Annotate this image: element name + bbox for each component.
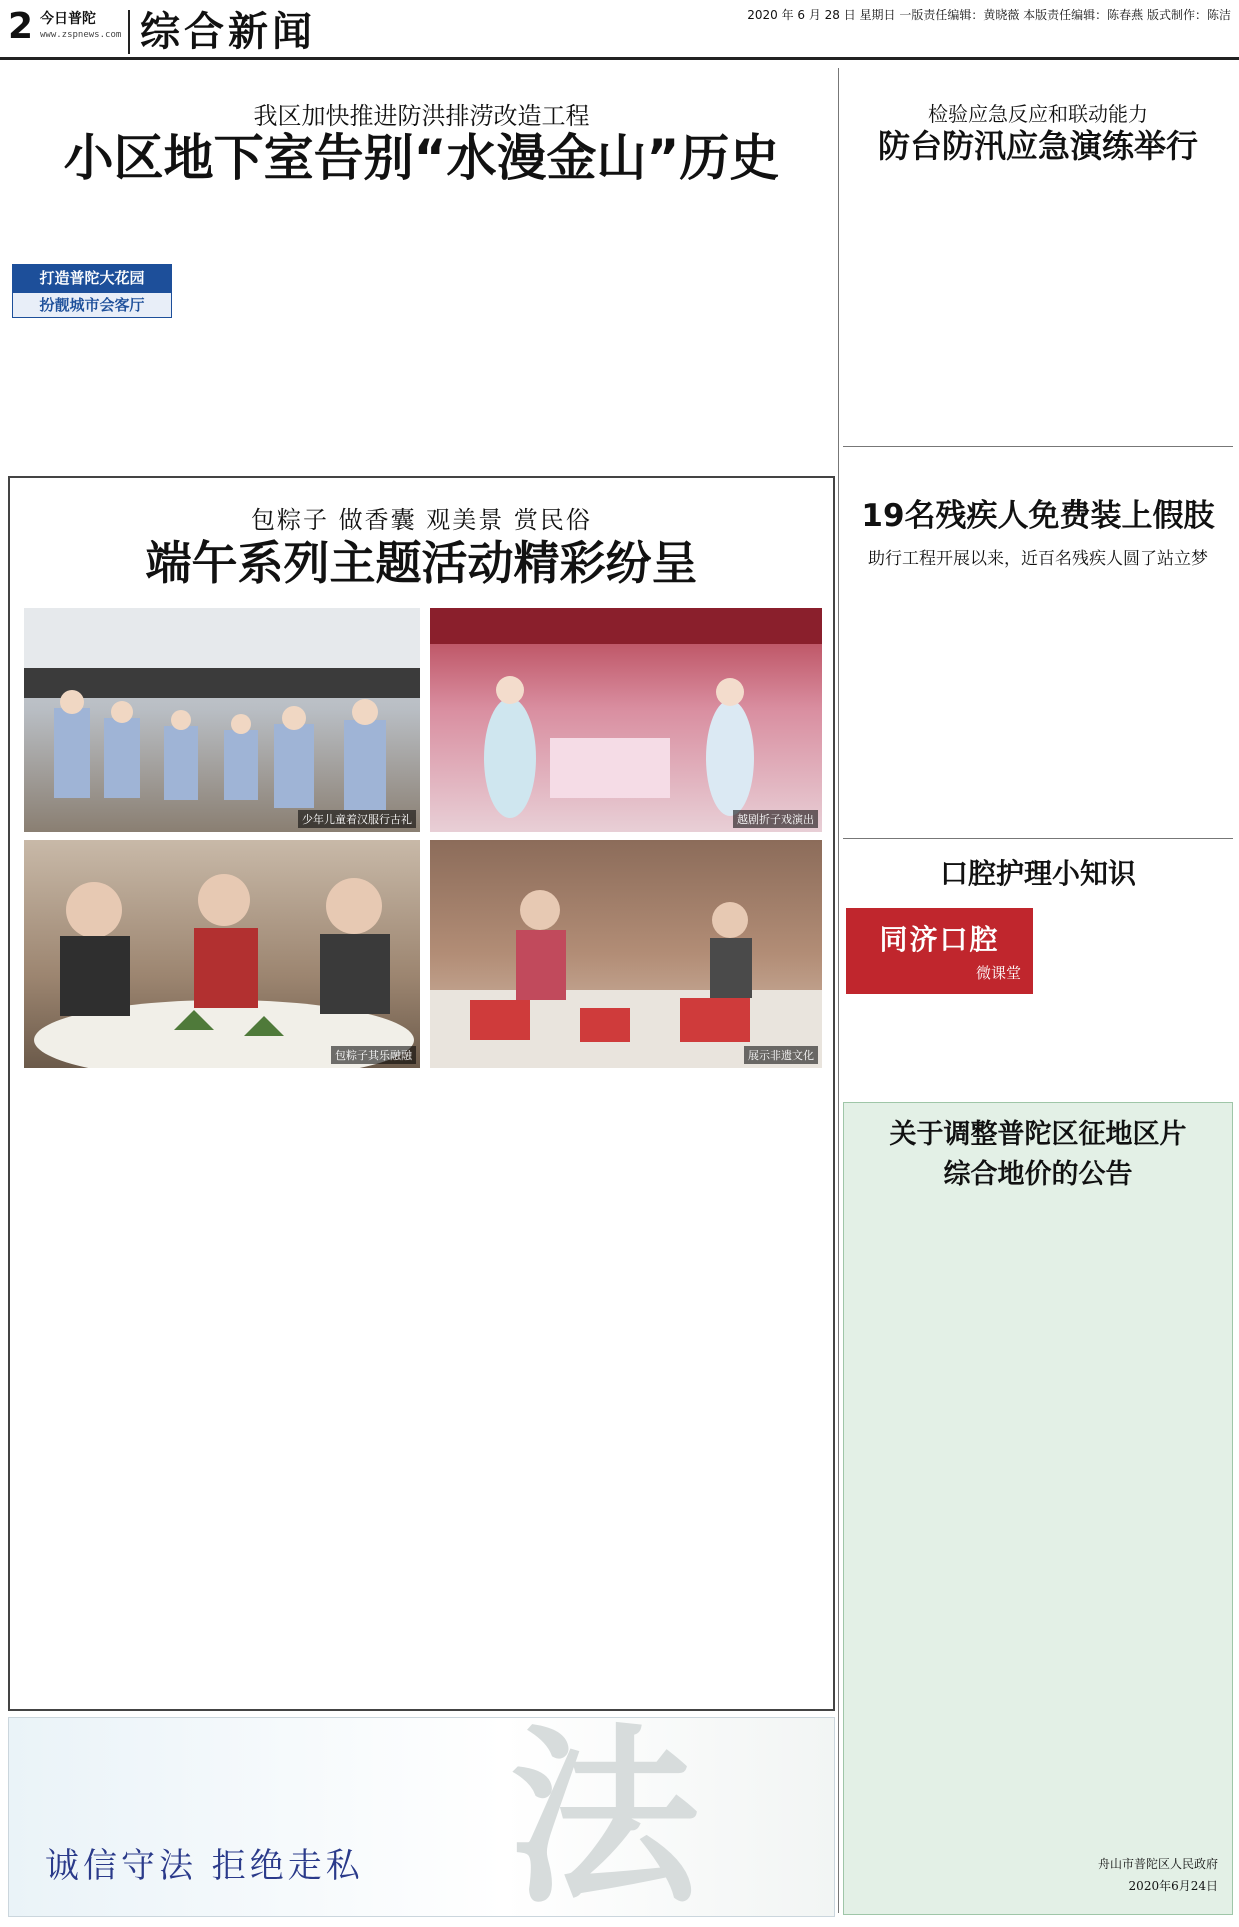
drill-kicker: 检验应急反应和联动能力 bbox=[928, 102, 1148, 126]
photo-caption: 少年儿童着汉服行古礼 bbox=[298, 810, 416, 828]
flood-headline: 小区地下室告别“水漫金山”历史 bbox=[63, 129, 780, 187]
notice-date: 2020年6月24日 bbox=[1128, 1879, 1218, 1893]
prosthetics-subdeck: 助行工程开展以来，近百名残疾人圆了站立梦 bbox=[868, 549, 1208, 569]
prosthetics-body-col-2 bbox=[1043, 580, 1233, 830]
notice-body-col-2 bbox=[1042, 1207, 1224, 1837]
photo-caption: 包粽子其乐融融 bbox=[331, 1046, 416, 1064]
column-divider bbox=[838, 68, 839, 1913]
notice-issuer: 舟山市普陀区人民政府 bbox=[1097, 1857, 1218, 1871]
notice-headline-line2: 综合地价的公告 bbox=[943, 1159, 1133, 1190]
photo-intangible-heritage bbox=[430, 840, 822, 1068]
dragon-kicker: 包粽子 做香囊 观美景 赏民俗 bbox=[251, 506, 592, 534]
photo-caption: 越剧折子戏演出 bbox=[733, 810, 818, 828]
dragon-feature bbox=[8, 476, 835, 1711]
section-title: 综合新闻 bbox=[128, 10, 316, 54]
notice-headline-line1: 关于调整普陀区征地区片 bbox=[889, 1119, 1187, 1150]
flood-kicker: 我区加快推进防洪排涝改造工程 bbox=[253, 102, 590, 130]
flood-body-col-4 bbox=[522, 262, 672, 470]
photo-hanfu-children bbox=[24, 608, 420, 832]
land-price-notice bbox=[843, 1102, 1233, 1915]
paper-url: www.zspnews.com bbox=[40, 30, 122, 40]
photo-zongzi-art bbox=[24, 840, 420, 1068]
photo-yue-opera bbox=[430, 608, 822, 832]
photo-caption: 展示非遗文化 bbox=[744, 1046, 818, 1064]
dental-column-logo bbox=[846, 908, 1033, 994]
paper-name: 今日普陀 bbox=[40, 11, 96, 27]
prosthetics-body-col-1 bbox=[846, 580, 1036, 830]
flood-body-col-2 bbox=[182, 262, 342, 470]
dragon-headline: 端午系列主题活动精彩纷呈 bbox=[145, 536, 698, 590]
flood-body-col-1 bbox=[12, 326, 172, 466]
flood-sidebar-line2: 扮靓城市会客厅 bbox=[12, 292, 172, 318]
ad-calligraphy: 法 bbox=[509, 1717, 700, 1917]
drill-body-col-2 bbox=[1043, 188, 1233, 438]
flood-body-col-3 bbox=[352, 262, 512, 470]
photo-hanfu-children-art bbox=[24, 608, 420, 832]
dragon-body-col-1 bbox=[24, 1082, 174, 1702]
notice-body-col-1 bbox=[852, 1207, 1032, 1837]
prosthetics-headline: 19名残疾人免费装上假肢 bbox=[861, 498, 1215, 534]
photo-intangible-heritage-art bbox=[430, 840, 822, 1068]
photo-yue-opera-art bbox=[430, 608, 822, 832]
page-header bbox=[0, 0, 1239, 60]
page-number: 2 bbox=[8, 6, 34, 47]
flood-body-col-5 bbox=[682, 262, 832, 470]
dragon-body-col-2 bbox=[184, 1082, 334, 1702]
flood-sidebar-line1: 打造普陀大花园 bbox=[12, 264, 172, 292]
dragon-body-col-5 bbox=[664, 1082, 822, 1702]
drill-body-col-1 bbox=[846, 188, 1031, 438]
section-divider bbox=[843, 838, 1233, 839]
dental-logo-sub: 微课堂 bbox=[975, 964, 1021, 982]
dental-logo-title: 同济口腔 bbox=[879, 923, 1000, 956]
dental-headline: 口腔护理小知识 bbox=[939, 857, 1136, 890]
dragon-body-col-3 bbox=[344, 1082, 494, 1702]
integrity-ad bbox=[8, 1717, 835, 1917]
section-divider bbox=[843, 446, 1233, 447]
photo-zongzi bbox=[24, 840, 420, 1068]
ad-slogan: 诚信守法 拒绝走私 bbox=[45, 1846, 364, 1886]
drill-headline: 防台防汛应急演练举行 bbox=[877, 127, 1198, 165]
dental-body-col-1 bbox=[846, 1000, 1033, 1092]
dateline: 2020 年 6 月 28 日 星期日 一版责任编辑：黄晓薇 本版责任编辑：陈春燕 版式制作：陈洁 bbox=[747, 8, 1231, 22]
dental-body-col-2 bbox=[1045, 908, 1233, 1092]
dragon-body-col-4 bbox=[504, 1082, 654, 1702]
